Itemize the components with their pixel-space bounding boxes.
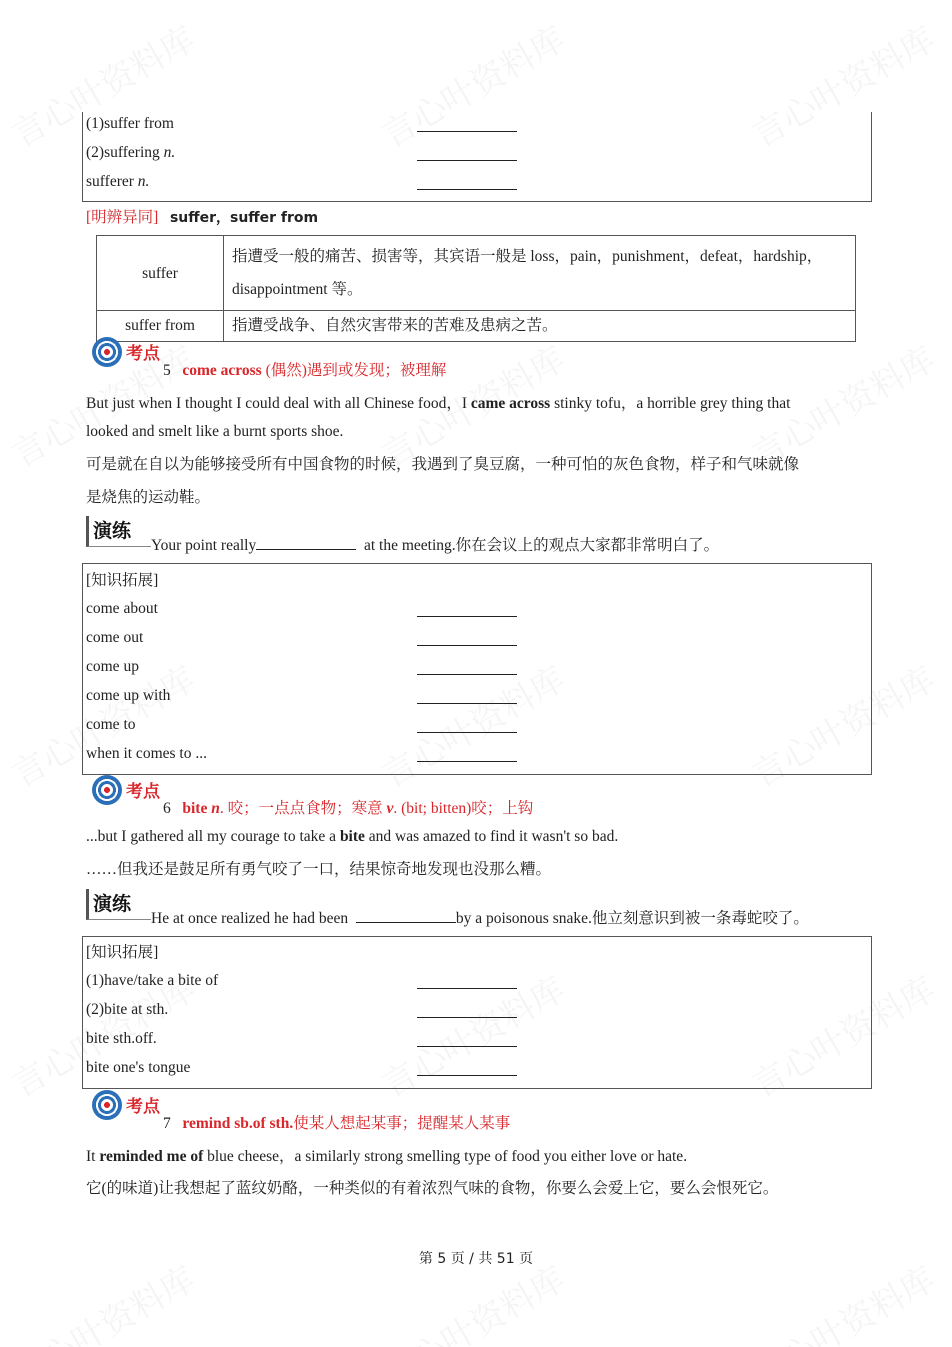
ext-title: [知识拓展] bbox=[86, 572, 159, 589]
answer-blank[interactable] bbox=[417, 159, 517, 161]
ext-item: come out bbox=[86, 629, 144, 646]
ext-item: bite one's tongue bbox=[86, 1059, 191, 1076]
answer-blank[interactable] bbox=[417, 615, 517, 617]
yanlian-badge: 演练 bbox=[86, 516, 151, 547]
answer-blank[interactable] bbox=[417, 987, 517, 989]
ext-item: (1)suffer from bbox=[86, 115, 174, 132]
example-zh: ……但我还是鼓足所有勇气咬了一口，结果惊奇地发现也没那么糟。 bbox=[86, 861, 552, 878]
target-icon bbox=[92, 775, 122, 805]
answer-blank[interactable] bbox=[417, 731, 517, 733]
kaodian-badge: 考点 bbox=[92, 775, 172, 809]
term-cell: suffer from bbox=[97, 311, 224, 342]
example-zh: 可是就在自以为能够接受所有中国食物的时候，我遇到了臭豆腐，一种可怕的灰色食物，样子和气味就像 bbox=[86, 456, 800, 473]
target-icon bbox=[92, 337, 122, 367]
page-footer: 第 5 页 / 共 51 页 bbox=[418, 1251, 534, 1267]
ext-item: come up with bbox=[86, 687, 171, 704]
answer-blank[interactable] bbox=[417, 1016, 517, 1018]
exercise: He at once realized he had been by a poisonous snake.他立刻意识到被一条毒蛇咬了。 bbox=[151, 910, 809, 927]
example-en: But just when I thought I could deal with all Chinese food，I came across stinky tofu，a horrible grey thing that bbox=[86, 395, 791, 412]
ext-item: come to bbox=[86, 716, 136, 733]
answer-blank[interactable] bbox=[417, 188, 517, 190]
ext-item: (2)suffering n. bbox=[86, 144, 176, 161]
desc-cell: 指遭受一般的痛苦、损害等，其宾语一般是 loss，pain，punishment，defeat，hardship，disappointment 等。 bbox=[224, 236, 856, 311]
exercise: Your point really at the meeting.你在会议上的观点大家都非常明白了。 bbox=[151, 537, 720, 554]
example-en: It reminded me of blue cheese，a similarly strong smelling type of food you either love or hate. bbox=[86, 1148, 688, 1165]
point7-heading: 7 remind sb.of sth.使某人想起某事；提醒某人某事 bbox=[163, 1115, 511, 1132]
ext-item: (1)have/take a bite of bbox=[86, 972, 219, 989]
desc-cell: 指遭受战争、自然灾害带来的苦难及患病之苦。 bbox=[224, 311, 856, 342]
ext-item: come about bbox=[86, 600, 158, 617]
term-cell: suffer bbox=[97, 236, 224, 311]
answer-blank[interactable] bbox=[417, 702, 517, 704]
ext-item: when it comes to ... bbox=[86, 745, 207, 762]
ext-item: (2)bite at sth. bbox=[86, 1001, 169, 1018]
point5-heading: 5 come across (偶然)遇到或发现；被理解 bbox=[163, 362, 447, 379]
answer-blank[interactable] bbox=[417, 673, 517, 675]
compare-heading: [明辨异同] suffer，suffer from bbox=[86, 209, 319, 226]
yanlian-badge: 演练 bbox=[86, 889, 151, 920]
ext-item: sufferer n. bbox=[86, 173, 150, 190]
come-extension-box bbox=[82, 563, 872, 775]
answer-blank[interactable] bbox=[417, 644, 517, 646]
kaodian-badge: 考点 bbox=[92, 1090, 172, 1124]
answer-blank[interactable] bbox=[417, 760, 517, 762]
bite-extension-box bbox=[82, 936, 872, 1089]
target-icon bbox=[92, 1090, 122, 1120]
example-en: ...but I gathered all my courage to take a bite and was amazed to find it wasn't so bad. bbox=[86, 828, 619, 845]
kaodian-badge: 考点 bbox=[92, 337, 172, 371]
ext-title: [知识拓展] bbox=[86, 944, 159, 961]
ext-item: come up bbox=[86, 658, 139, 675]
answer-blank[interactable] bbox=[417, 1045, 517, 1047]
answer-blank[interactable] bbox=[417, 130, 517, 132]
example-zh: 它(的味道)让我想起了蓝纹奶酪，一种类似的有着浓烈气味的食物，你要么会爱上它，要么会恨死它。 bbox=[86, 1180, 779, 1197]
point6-heading: 6 bite n. 咬；一点点食物；寒意 v. (bit; bitten)咬；上钩 bbox=[163, 800, 534, 817]
example-zh-cont: 是烧焦的运动鞋。 bbox=[86, 489, 211, 506]
ext-item: bite sth.off. bbox=[86, 1030, 157, 1047]
example-en-cont: looked and smelt like a burnt sports shoe. bbox=[86, 423, 344, 440]
answer-blank[interactable] bbox=[417, 1074, 517, 1076]
compare-table bbox=[96, 235, 856, 342]
